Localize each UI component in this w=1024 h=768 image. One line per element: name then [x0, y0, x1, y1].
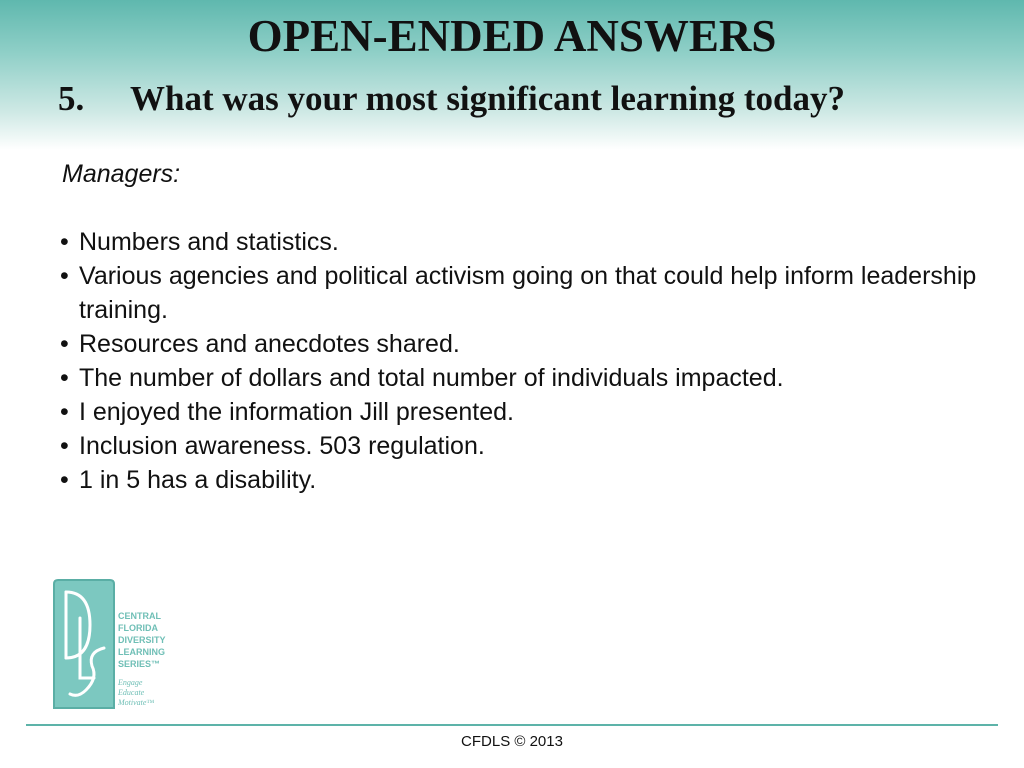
logo-name-line: DIVERSITY	[118, 635, 166, 645]
logo-name-line: CENTRAL	[118, 611, 161, 621]
answer-item: • Numbers and statistics.	[60, 225, 980, 259]
cfdls-logo	[50, 578, 180, 712]
footer-divider	[26, 724, 998, 726]
answer-item: • The number of dollars and total number of individuals impacted.	[60, 361, 980, 395]
logo-name-line: LEARNING	[118, 647, 165, 657]
answer-list	[60, 225, 980, 497]
question-number: 5.	[58, 79, 85, 118]
question-heading	[58, 78, 845, 120]
answer-item: • I enjoyed the information Jill presented.	[60, 395, 980, 429]
respondent-group-label: Managers:	[62, 160, 181, 188]
logo-tagline-line: Motivate™	[118, 698, 155, 707]
logo-tagline-line: Engage	[118, 678, 143, 687]
answer-item: • 1 in 5 has a disability.	[60, 463, 980, 497]
answer-item: • Inclusion awareness. 503 regulation.	[60, 429, 980, 463]
logo-name-line: FLORIDA	[118, 623, 158, 633]
logo-tagline-line: Educate	[118, 688, 145, 697]
footer-copyright: CFDLS © 2013	[461, 733, 563, 750]
question-text: What was your most significant learning today?	[130, 79, 845, 118]
answer-item: • Resources and anecdotes shared.	[60, 327, 980, 361]
answer-item: • Various agencies and political activism going on that could help inform leadership training.	[60, 259, 980, 327]
slide-title: OPEN-ENDED ANSWERS	[247, 11, 777, 61]
logo-name-line: SERIES™	[118, 659, 161, 669]
